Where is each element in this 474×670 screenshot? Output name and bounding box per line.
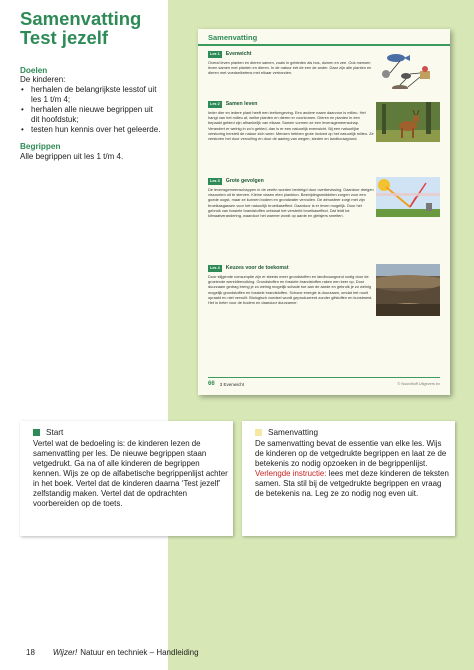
samenvatting-card-header [255, 428, 318, 437]
lesson-block [208, 177, 374, 218]
lesson-tag: Les 1 [210, 51, 220, 56]
samenvatting-text-instruction: lees met deze kinderen de teksten samen. Sta stil bij de vetgedrukte begrippen en vraag de betekenis na. Leg ze zo nodig nog even uit. [255, 469, 449, 498]
lesson-block [208, 100, 374, 141]
title-line-2: Test jezelf [20, 27, 109, 48]
verlengde-instructie-label: Verlengde instructie: [255, 469, 327, 478]
footer-text: Natuur en techniek – Handleiding [80, 648, 199, 657]
lesson-body: Overal leven planten en dieren samen, zoals in gebieden als bos, duinen en zee. Ook mensen leven samen met planten en dieren. In de natuur eet de een de ander. Daar zijn alle planten en dieren met voedselketens met elkaar verbonden. [208, 60, 372, 76]
title-line-1: Samenvatting [20, 8, 142, 29]
doelen-item: • testen hun kennis over het geleerde. [20, 125, 162, 135]
doelen-item: • herhalen alle nieuwe begrippen uit dit hoofdstuk; [20, 105, 162, 125]
lesson-block [208, 50, 374, 76]
page-footer [26, 648, 199, 657]
left-column [0, 0, 168, 670]
lesson-title: Samen leven [225, 101, 258, 107]
start-card-title: Start [46, 428, 64, 437]
samenvatting-card-title: Samenvatting [268, 428, 319, 437]
samenvatting-card [242, 421, 455, 536]
green-square-icon [33, 429, 40, 436]
lesson-block [208, 264, 374, 305]
book-footer-rule [208, 377, 440, 378]
deer-photo [376, 102, 440, 142]
lesson-tag: Les 3 [210, 178, 220, 183]
lesson-body: Ieder dier en iedere plant heeft een leefomgeving. Een andere naam daarvoor is milieu. Het hangt van het milieu af, welke planten en dieren er voorkomen. Dieren en planten in een bepaald gebied zijn afhankelijk van elkaar. Samen vormen ze een levensgemeenschap. Verandert er weinig in zo'n gebied, dan is er een natuurlijk evenwicht. Bij een natuurlijke verstoring herstelt de natuur zich weer. Mensen hebben grote invloed op het natuurlijk milieu. Ze verstoren het door vervuiling en door de aanleg van wegen, steden en landbouwgrond. [208, 110, 374, 142]
lesson-title: Grote gevolgen [225, 178, 264, 184]
lesson-body: De levensgemeenschappen in de zeeën worden bedreigd door overbevissing. Daardoor dreigen vissoorten uit te sterven. Kleine vissen eten plankton. Bestrijdingsmiddelen zorgen voor een goede oogst, maar ze kunnen bodem en grondwater vervuilen. De atmosfeer zorgt met zijn broeikasgassen voor het natuurlijk broeikaseffect. Daardoor is er leven mogelijk. Door het gebruik van fossiele brandstoffen ontstaat het versterkt broeikaseffect. Dat leidt tot klimaatverandering, waardoor het warmer wordt op aarde en gletsjers smelten. [208, 187, 374, 219]
lesson-tag: Les 2 [210, 101, 220, 106]
book-page-number: 66 [208, 381, 215, 387]
page-number: 18 [26, 648, 35, 657]
lesson-title: Keuzes voor de toekomst [225, 265, 289, 271]
greenhouse-diagram [376, 177, 440, 217]
book-copyright: © Noordhoff Uitgevers bv [397, 382, 440, 386]
page-title [20, 9, 166, 47]
book-header-rule [198, 44, 450, 46]
book-header: Samenvatting [208, 33, 258, 42]
begrippen-heading: Begrippen [20, 142, 61, 151]
doelen-heading: Doelen [20, 66, 48, 75]
lesson-title: Evenwicht [225, 51, 252, 57]
doelen-list [20, 85, 162, 135]
food-web-illustration [376, 49, 440, 89]
brand-name: Wijzer! [52, 648, 78, 657]
start-card-text: Vertel wat de bedoeling is: de kinderen lezen de samenvatting per les. De nieuwe begrippen staan vetgedrukt. Ga na of alle kinderen de begrippen kennen. Wijs ze op de alfabetische begrippenlijst achter in het boek. Vertel dat de kinderen daarna ‘Test jezelf’ zelfstandig maken. Vertel dat de opdrachten voorbereiden op de toets. [33, 439, 228, 508]
book-footer [208, 381, 440, 387]
yellow-square-icon [255, 429, 262, 436]
start-card [20, 421, 233, 536]
samenvatting-card-text [255, 439, 451, 499]
samenvatting-text-intro: De samenvatting bevat de essentie van elke les. Wijs de kinderen op de vetgedrukte begrippen en laat ze de betekenis zo nodig opzoeken in de begrippenlijst. [255, 439, 447, 468]
book-page-thumbnail [198, 29, 450, 395]
doelen-intro: De kinderen: [20, 75, 66, 84]
lesson-body: Door stijgende consumptie zijn er steeds meer grondstoffen en landbouwgrond nodig door de groeiende wereldbevolking. Grondstoffen en fossiele brandstoffen raken een keer op. Door duurzaam gedrag breng je zo weinig mogelijk schade toe aan de aarde en gebruik je zo weinig mogelijk grondstoffen en fossiele brandstoffen. Schone energie is duurzaam, omdat het nooit opraakt en niet vervuilt. Biologisch voedsel wordt geproduceerd zonder gifstoffen en kunstmest. Het is beter voor de bodem en daardoor duurzamer. [208, 274, 373, 306]
start-card-header [33, 428, 63, 437]
begrippen-text: Alle begrippen uit les 1 t/m 4. [20, 152, 124, 161]
lesson-tag: Les 4 [210, 265, 220, 270]
book-chapter: 3 Evenwicht [219, 381, 244, 387]
doelen-item: • herhalen de belangrijkste lesstof uit les 1 t/m 4; [20, 85, 162, 105]
quarry-photo [376, 264, 440, 316]
